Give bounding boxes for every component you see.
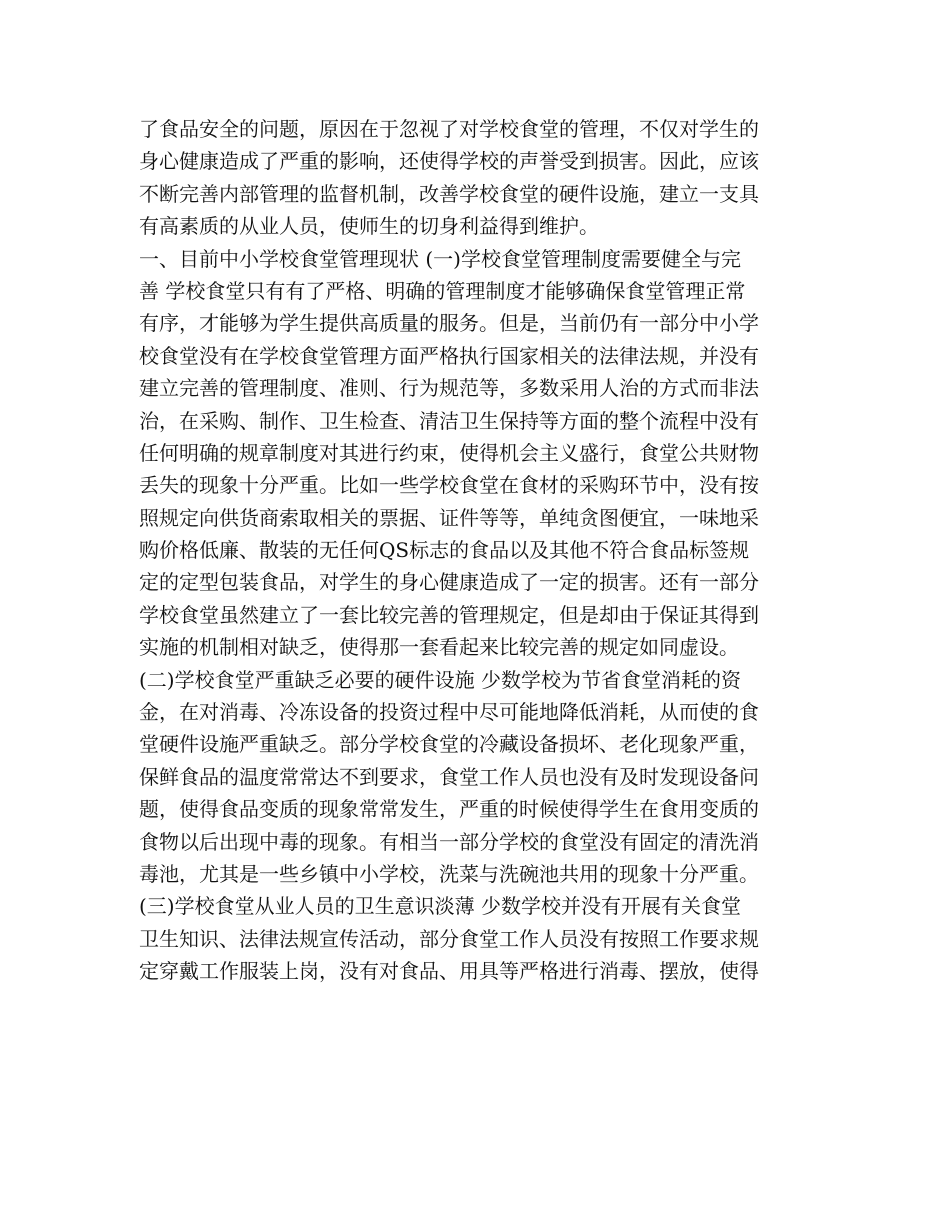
text-line: 有高素质的从业人员，使师生的切身利益得到维护。 bbox=[139, 214, 599, 239]
section-heading-line: (二)学校食堂严重缺乏必要的硬件设施 少数学校为节省食堂消耗的资 bbox=[139, 667, 741, 692]
text-line: 学校食堂虽然建立了一套比较完善的管理规定，但是却由于保证其得到 bbox=[139, 602, 759, 627]
text-line: 食物以后出现中毒的现象。有相当一部分学校的食堂没有固定的清洗消 bbox=[139, 829, 759, 854]
text-line: 堂硬件设施严重缺乏。部分学校食堂的冷藏设备损坏、老化现象严重， bbox=[139, 732, 759, 757]
text-line: 题，使得食品变质的现象常常发生，严重的时候使得学生在食用变质的 bbox=[139, 797, 759, 822]
text-line: 善 学校食堂只有有了严格、明确的管理制度才能够确保食堂管理正常 bbox=[139, 278, 746, 303]
text-line: 了食品安全的问题，原因在于忽视了对学校食堂的管理，不仅对学生的 bbox=[139, 117, 759, 141]
text-line: 定的定型包装食品，对学生的身心健康造成了一定的损害。还有一部分 bbox=[139, 570, 759, 595]
text-line: 实施的机制相对缺乏，使得那一套看起来比较完善的规定如同虚设。 bbox=[139, 635, 739, 660]
text-line: 建立完善的管理制度、准则、行为规范等，多数采用人治的方式而非法 bbox=[139, 376, 759, 401]
text-line: 购价格低廉、散装的无任何QS标志的食品以及其他不符合食品标签规 bbox=[139, 538, 750, 563]
body-text bbox=[139, 113, 819, 988]
text-line: 毒池，尤其是一些乡镇中小学校，洗菜与洗碗池共用的现象十分严重。 bbox=[139, 861, 759, 886]
text-line: 定穿戴工作服装上岗，没有对食品、用具等严格进行消毒、摆放，使得 bbox=[139, 959, 759, 984]
text-line: 金，在对消毒、冷冻设备的投资过程中尽可能地降低消耗，从而使的食 bbox=[139, 700, 759, 725]
text-line: 丢失的现象十分严重。比如一些学校食堂在食材的采购环节中，没有按 bbox=[139, 473, 759, 498]
text-line: 照规定向供货商索取相关的票据、证件等等，单纯贪图便宜，一味地采 bbox=[139, 505, 759, 530]
section-heading-line: (三)学校食堂从业人员的卫生意识淡薄 少数学校并没有开展有关食堂 bbox=[139, 894, 741, 919]
text-line: 治，在采购、制作、卫生检查、清洁卫生保持等方面的整个流程中没有 bbox=[139, 408, 759, 433]
section-heading-line: 一、目前中小学校食堂管理现状 (一)学校食堂管理制度需要健全与完 bbox=[139, 246, 741, 271]
text-line: 保鲜食品的温度常常达不到要求，食堂工作人员也没有及时发现设备问 bbox=[139, 764, 759, 789]
text-line: 卫生知识、法律法规宣传活动，部分食堂工作人员没有按照工作要求规 bbox=[139, 926, 759, 951]
text-line: 任何明确的规章制度对其进行约束，使得机会主义盛行，食堂公共财物 bbox=[139, 440, 759, 465]
text-line: 不断完善内部管理的监督机制，改善学校食堂的硬件设施，建立一支具 bbox=[139, 181, 759, 206]
text-line: 身心健康造成了严重的影响，还使得学校的声誉受到损害。因此，应该 bbox=[139, 149, 759, 174]
text-line: 校食堂没有在学校食堂管理方面严格执行国家相关的法律法规，并没有 bbox=[139, 343, 759, 368]
text-line: 有序，才能够为学生提供高质量的服务。但是，当前仍有一部分中小学 bbox=[139, 311, 759, 336]
